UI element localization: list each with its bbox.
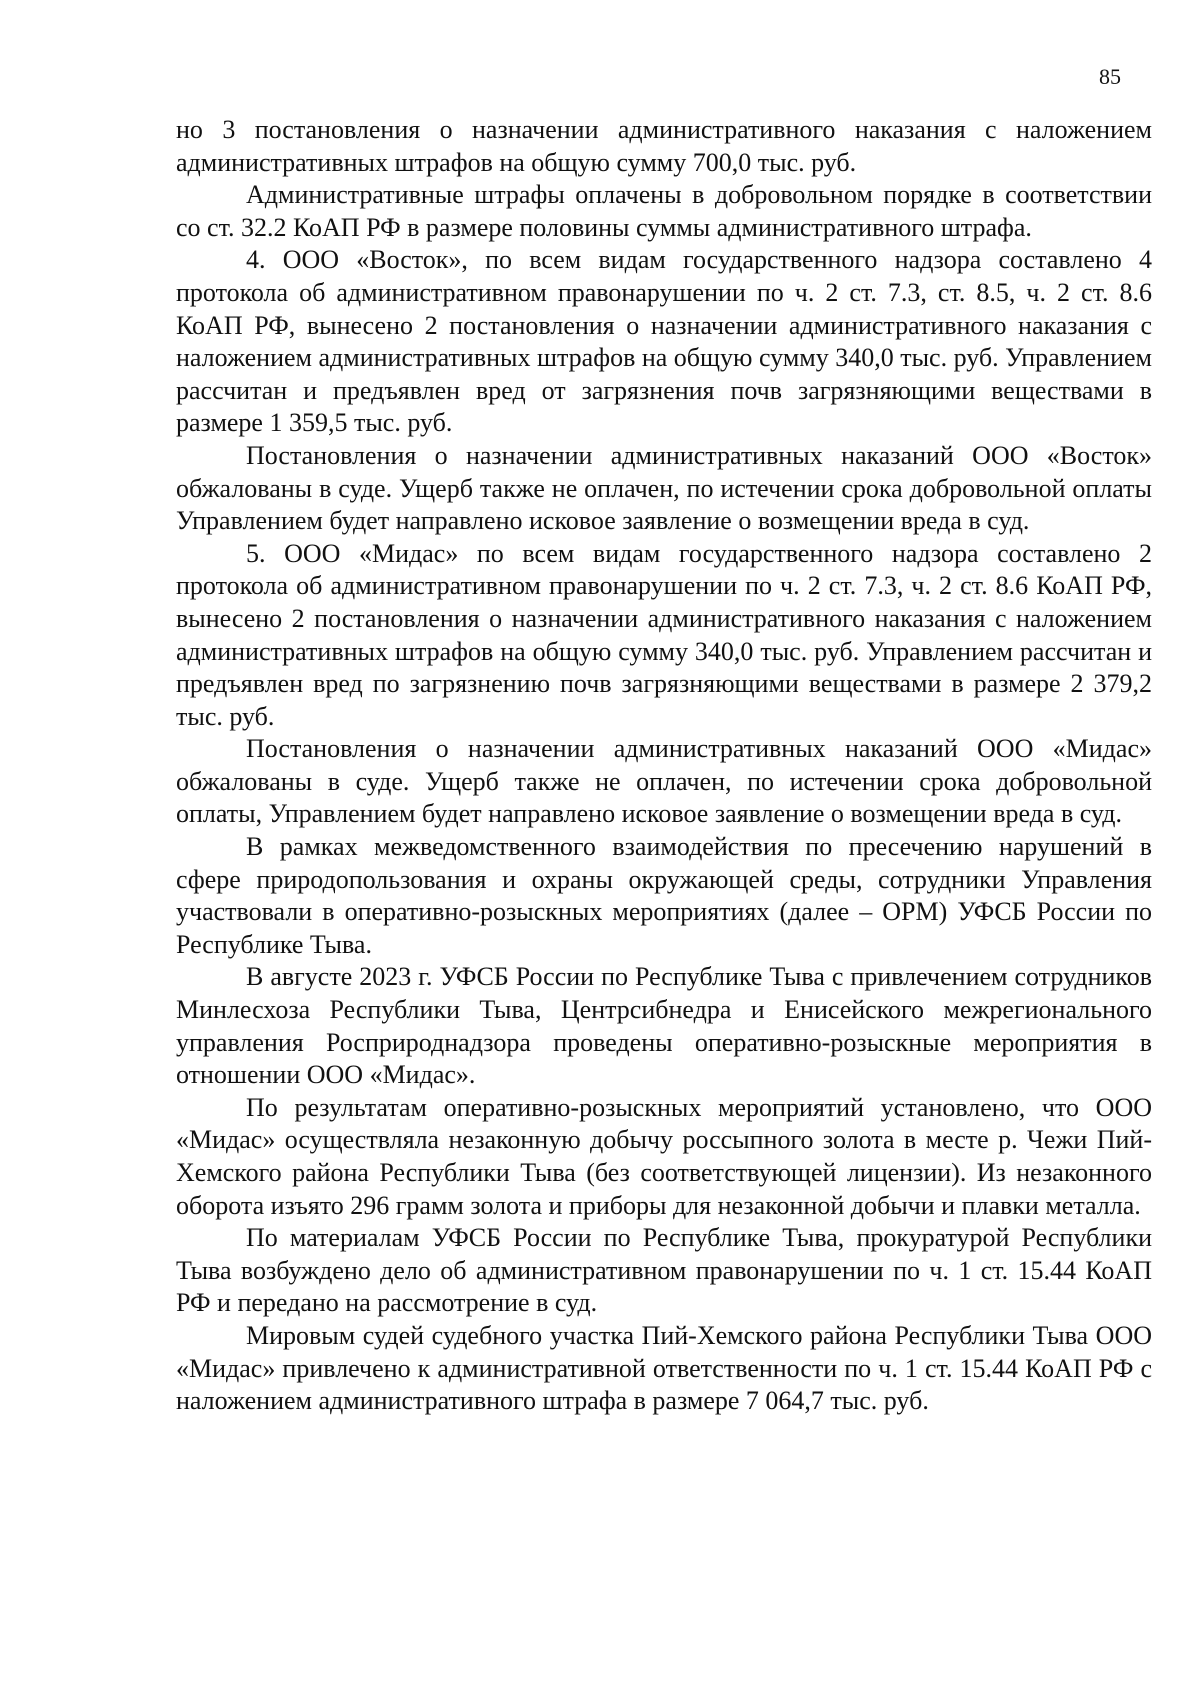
body-text [176, 114, 1152, 1418]
paragraph: По материалам УФСБ России по Республике Тыва, прокуратурой Республики Тыва возбуждено дело об административном правонарушении по ч. 1 ст. 15.44 КоАП РФ и передано на рассмотрение в суд. [176, 1223, 1152, 1318]
paragraph: В августе 2023 г. УФСБ России по Республике Тыва с привлечением сотрудников Минлесхоза Республики Тыва, Центрсибнедра и Енисейского межрегионального управления Росприроднадзора проведены оперативно-розыскные мероприятия в отношении ООО «Мидас». [176, 962, 1152, 1090]
paragraph: 4. ООО «Восток», по всем видам государственного надзора составлено 4 протокола об административном правонарушении по ч. 2 ст. 7.3, ст. 8.5, ч. 2 ст. 8.6 КоАП РФ, вынесено 2 постановления о назначении административного наказания с наложением административных штрафов на общую сумму 340,0 тыс. руб. Управлением рассчитан и предъявлен вред от загрязнения почв загрязняющими веществами в размере 1 359,5 тыс. руб. [176, 245, 1152, 438]
paragraph: но 3 постановления о назначении административного наказания с наложением административных штрафов на общую сумму 700,0 тыс. руб. [176, 115, 1152, 177]
paragraph: По результатам оперативно-розыскных мероприятий установлено, что ООО «Мидас» осуществляла незаконную добычу россыпного золота в месте р. Чежи Пий-Хемского района Республики Тыва (без соответствующей лицензии). Из незаконного оборота изъято 296 грамм золота и приборы для незаконной добычи и плавки металла. [176, 1092, 1152, 1220]
paragraph: В рамках межведомственного взаимодействия по пресечению нарушений в сфере природопользования и охраны окружающей среды, сотрудники Управления участвовали в оперативно-розыскных мероприятиях (далее – ОРМ) УФСБ России по Республике Тыва. [176, 832, 1152, 959]
paragraph: Административные штрафы оплачены в добровольном порядке в соответствии со ст. 32.2 КоАП РФ в размере половины суммы административного штрафа. [176, 180, 1152, 242]
paragraph: Постановления о назначении административных наказаний ООО «Мидас» обжалованы в суде. Ущерб также не оплачен, по истечении срока добровольной оплаты, Управлением будет направлено исковое заявление о возмещении вреда в суд. [176, 734, 1152, 829]
paragraph: 5. ООО «Мидас» по всем видам государственного надзора составлено 2 протокола об административном правонарушении по ч. 2 ст. 7.3, ч. 2 ст. 8.6 КоАП РФ, вынесено 2 постановления о назначении административного наказания с наложением административных штрафов на общую сумму 340,0 тыс. руб. Управлением рассчитан и предъявлен вред по загрязнению почв загрязняющими веществами в размере 2 379,2 тыс. руб. [176, 538, 1152, 731]
paragraph: Мировым судей судебного участка Пий-Хемского района Республики Тыва ООО «Мидас» привлечено к административной ответственности по ч. 1 ст. 15.44 КоАП РФ с наложением административного штрафа в размере 7 064,7 тыс. руб. [176, 1320, 1152, 1416]
page-number: 85 [1099, 64, 1121, 89]
paragraph: Постановления о назначении административных наказаний ООО «Восток» обжалованы в суде. Ущерб также не оплачен, по истечении срока добровольной оплаты Управлением будет направлено исковое заявление о возмещении вреда в суд. [176, 440, 1152, 536]
